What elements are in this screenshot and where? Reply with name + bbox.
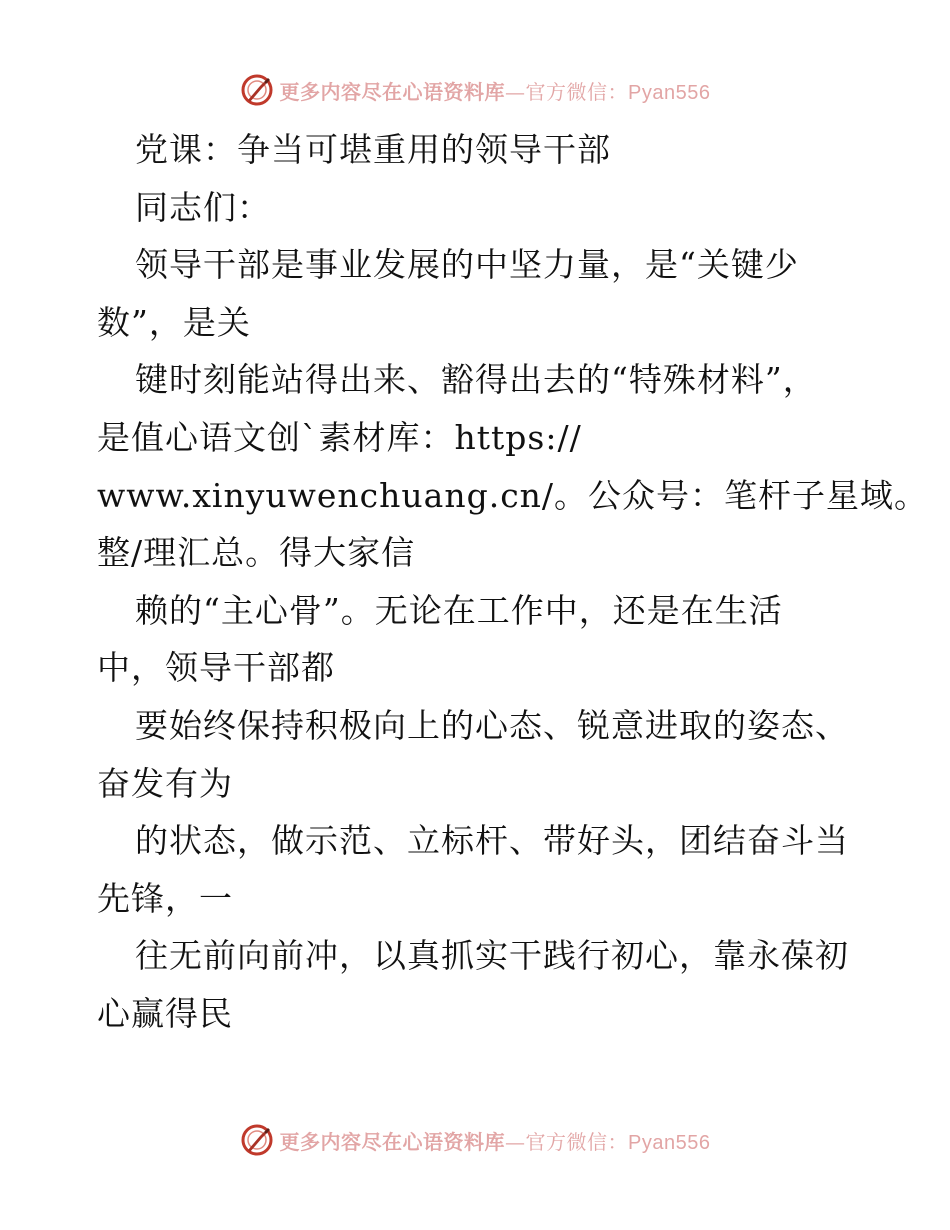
header-banner-text xyxy=(280,76,711,105)
footer-dash: — xyxy=(505,1129,526,1154)
paragraph-line: 数”，是关 xyxy=(97,302,251,342)
footer-wechat-label: 官方微信： xyxy=(525,1129,629,1154)
salutation: 同志们： xyxy=(135,187,271,227)
header-dash: — xyxy=(505,79,526,104)
paragraph-line: 先锋，一 xyxy=(97,878,233,918)
footer-site-text: 更多内容尽在心语资料库 xyxy=(279,1129,506,1154)
document-body xyxy=(97,121,929,1043)
footer-banner-text xyxy=(280,1126,711,1155)
header-wechat-id: Pyan556 xyxy=(628,81,711,104)
paragraph-line: 键时刻能站得出来、豁得出去的“特殊材料”， xyxy=(135,360,817,400)
pen-logo-icon xyxy=(240,1123,274,1157)
paragraph-line: www.xinyuwenchuang.cn/。公众号：笔杆子星域。 xyxy=(97,475,929,515)
paragraph-line: 是值心语文创`素材库：https:// xyxy=(97,417,582,457)
document-title: 党课：争当可堪重用的领导干部 xyxy=(135,130,611,169)
header-banner-content xyxy=(240,73,711,107)
header-wechat-label: 官方微信： xyxy=(525,79,629,104)
paragraph-line: 中，领导干部都 xyxy=(97,648,335,688)
paragraph-line: 要始终保持积极向上的心态、锐意进取的姿态、 xyxy=(135,705,849,745)
paragraph-line: 整/理汇总。得大家信 xyxy=(97,533,416,573)
paragraph-line: 赖的“主心骨”。无论在工作中，还是在生活 xyxy=(135,590,783,630)
header-banner xyxy=(0,70,950,110)
footer-banner xyxy=(0,1120,950,1160)
footer-banner-content xyxy=(240,1123,711,1157)
paragraph-line: 领导干部是事业发展的中坚力量，是“关键少 xyxy=(135,245,799,285)
paragraph-line: 心赢得民 xyxy=(97,993,233,1033)
paragraph-line: 往无前向前冲，以真抓实干践行初心，靠永葆初 xyxy=(135,936,849,976)
paragraph-line: 奋发有为 xyxy=(97,763,233,803)
header-site-text: 更多内容尽在心语资料库 xyxy=(279,79,506,104)
paragraph-line: 的状态，做示范、立标杆、带好头，团结奋斗当 xyxy=(135,821,849,861)
footer-wechat-id: Pyan556 xyxy=(628,1131,711,1154)
pen-logo-icon xyxy=(240,73,274,107)
